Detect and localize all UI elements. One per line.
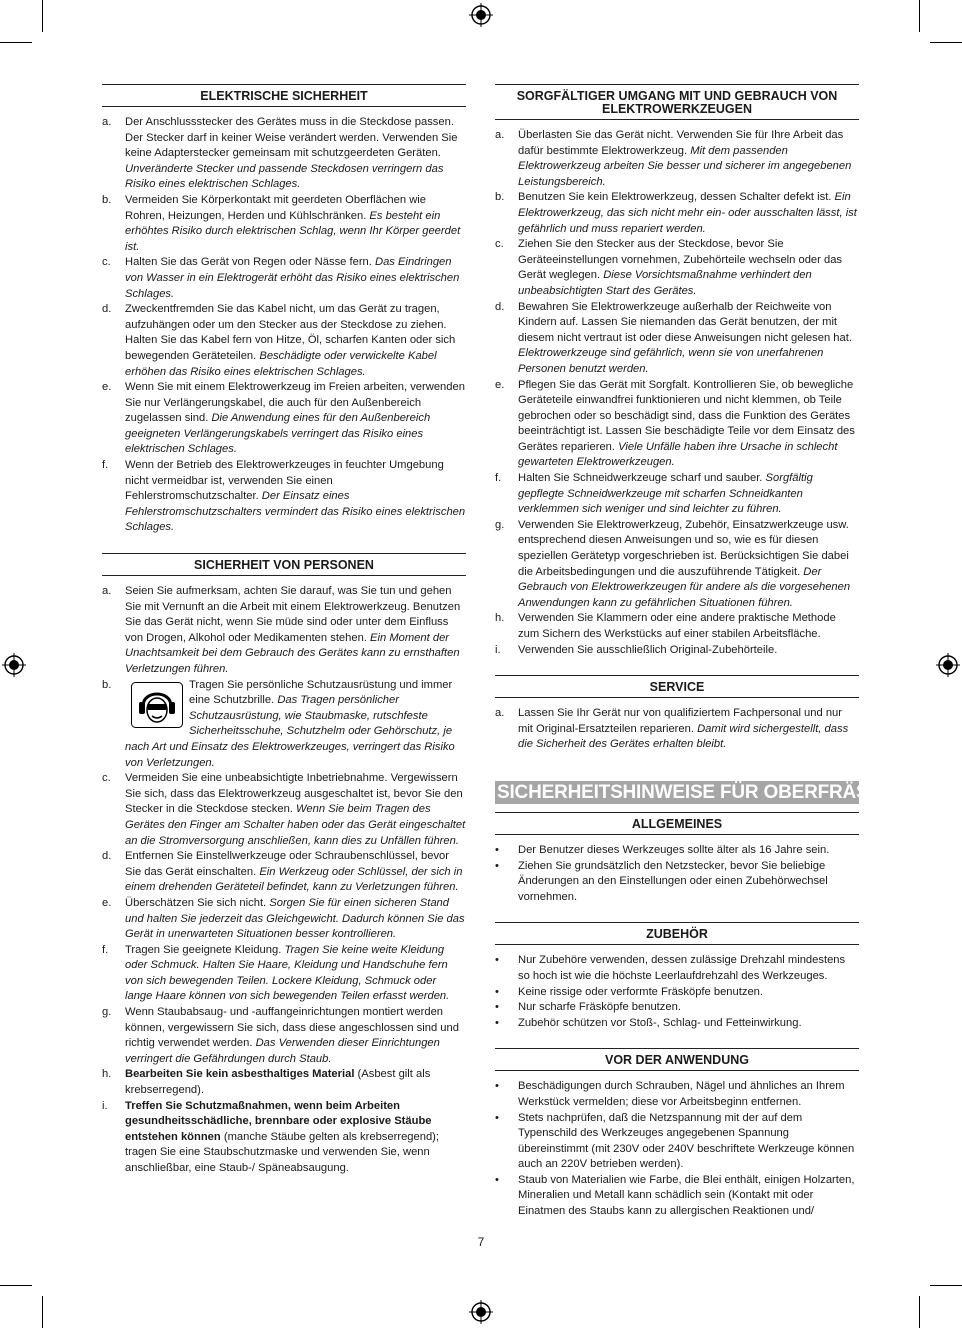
list-item-text xyxy=(125,115,466,193)
left-column xyxy=(102,84,466,1177)
list-item-text xyxy=(125,193,466,255)
crop-mark xyxy=(919,0,920,32)
list-item-note: Der Gebrauch von Elektrowerkzeugen für andere als die vorgesehenen Anwendungen kann zu gefährlichen Situationen führen. xyxy=(518,565,851,609)
list-item-note: Sorgfältig gepflegte Schneidwerkzeuge mit scharfen Schneidkanten verklemmen sich weniger und sind leichter zu führen. xyxy=(518,472,813,516)
list-item xyxy=(495,1111,859,1173)
list-item-label: a. xyxy=(102,116,112,128)
list-item-note: Wenn Sie beim Tragen des Gerätes den Finger am Schalter haben oder das Gerät eingeschaltet an die Stromversorgung anschließen, kann dies zu Unfällen führen. xyxy=(125,803,466,847)
list-item-body: Pflegen Sie das Gerät mit Sorgfalt. Kontrollieren Sie, ob bewegliche Geräteteile einwandfrei funktionieren und nicht klemmen, ob Teile gebrochen oder so beschädigt sind, dass die Funktion des Gerätes beeinträchtigt ist. Lassen Sie beschädigte Teile vor dem Einsatz des Gerätes reparieren. xyxy=(518,378,855,453)
list-item-note: Es besteht ein erhöhtes Risiko durch elektrischen Schlag, wenn Ihr Körper geerdet ist. xyxy=(125,209,461,253)
list-item-label: d. xyxy=(495,300,505,313)
careful-use-list xyxy=(495,128,859,658)
list-item xyxy=(102,1005,466,1067)
list-item xyxy=(102,849,466,896)
list-item-body: Verwenden Sie Elektrowerkzeug, Zubehör, Einsatzwerkzeuge usw. entsprechend diesen Anweisungen und so, wie es für diesen speziellen Gerätetyp vorgeschrieben ist. Berücksichtigen Sie dabei die Arbeitsbedingungen und die auszuführende Tätigkeit. xyxy=(518,518,849,578)
list-item-label: a. xyxy=(102,585,112,598)
list-item xyxy=(102,896,466,943)
list-item-text xyxy=(125,1067,466,1098)
crop-mark xyxy=(0,1285,32,1286)
list-item-label: b. xyxy=(102,678,112,691)
router-safety-banner: SICHERHEITSHINWEISE FÜR OBERFRÄSEN xyxy=(497,781,895,803)
list-item-body: Bewahren Sie Elektrowerkzeuge außerhalb der Reichweite von Kindern auf. Lassen Sie niemanden das Gerät benutzen, der mit diesem nicht vertraut ist oder diese Anweisungen nicht gelesen hat. xyxy=(518,300,852,344)
list-item-text xyxy=(518,471,859,518)
list-item-bold: Bearbeiten Sie kein asbesthaltiges Material xyxy=(125,1068,355,1081)
list-item-body: Zweckentfremden Sie das Kabel nicht, um das Gerät zu tragen, aufzuhängen oder um den Stecker aus der Steckdose zu ziehen. Halten Sie das Kabel fern von Hitze, Öl, scharfen Kanten oder sich bewegenden Geräteteilen. xyxy=(125,303,456,362)
list-item-text xyxy=(125,896,466,943)
section-heading-service: SERVICE xyxy=(495,675,859,698)
section-heading-accessories: ZUBEHÖR xyxy=(495,922,859,945)
crop-mark xyxy=(930,42,962,43)
list-item xyxy=(102,771,466,849)
list-item-body: Entfernen Sie Einstellwerkzeuge oder Schraubenschlüssel, bevor Sie das Gerät einschalten. xyxy=(125,850,450,878)
list-item xyxy=(102,115,466,193)
before-use-list xyxy=(495,1079,859,1219)
list-item-body: Ziehen Sie grundsätzlich den Netzstecker, bevor Sie beliebige Änderungen an den Einstellungen oder einen Zubehörwechsel vornehmen. xyxy=(518,859,828,903)
page-number: 7 xyxy=(477,1235,485,1249)
list-item-body: (Asbest gilt als krebserregend). xyxy=(125,1068,431,1097)
list-item-body: Seien Sie aufmerksam, achten Sie darauf, was Sie tun und gehen Sie mit Vernunft an die Arbeit mit einem Elektrowerkzeug. Benutzen Sie das Gerät nicht, wenn Sie müde sind oder unter dem Einfluss von Drogen, Alkohol oder Medikamenten stehen. xyxy=(125,585,461,644)
list-item-note: Elektrowerkzeuge sind gefährlich, wenn sie von unerfahrenen Personen benutzt werden. xyxy=(518,347,824,375)
list-item-body: Lassen Sie Ihr Gerät nur von qualifiziertem Fachpersonal und nur mit Original-Ersatzteilen reparieren. xyxy=(518,707,842,735)
list-item-label: d. xyxy=(102,303,112,316)
list-item-body: Halten Sie Schneidwerkzeuge scharf und sauber. xyxy=(518,472,763,485)
list-item-text xyxy=(518,128,859,190)
list-item-label: a. xyxy=(495,707,505,720)
right-column xyxy=(495,84,895,1220)
list-item-body: Überlasten Sie das Gerät nicht. Verwenden Sie für Ihre Arbeit das dafür bestimmte Elektrowerkzeug. xyxy=(518,129,844,157)
registration-mark-icon xyxy=(469,1300,493,1324)
list-item-label: • xyxy=(495,859,499,872)
list-item-label: f. xyxy=(495,472,502,485)
list-item-body: Nur Zubehöre verwenden, dessen zulässige Drehzahl mindestens so hoch ist wie die höchste Leerlaufdrehzahl des Werkzeuges. xyxy=(518,954,846,982)
list-item-label: a. xyxy=(495,129,505,141)
list-item-label: • xyxy=(495,1001,499,1014)
list-item-body: Der Anschlussstecker des Gerätes muss in die Steckdose passen. Der Stecker darf in keiner Weise verändert werden. Verwenden Sie keine Adapterstecker gemeinsam mit schutzgeerdeten Geräten. xyxy=(125,116,458,160)
registration-mark-icon xyxy=(469,3,493,27)
list-item-body: Zubehör schützen vor Stoß-, Schlag- und Fetteinwirkung. xyxy=(518,1016,802,1029)
personal-safety-list xyxy=(102,584,466,1177)
list-item-note: Mit dem passenden Elektrowerkzeug arbeiten Sie besser und sicherer im angegebenen Leistungsbereich. xyxy=(518,144,852,188)
list-item-body: Ziehen Sie den Stecker aus der Steckdose, bevor Sie Geräteeinstellungen vornehmen, Zubehörteile wechseln oder das Gerät weglegen. xyxy=(518,238,843,282)
list-item xyxy=(495,985,859,1001)
list-item xyxy=(495,300,859,378)
list-item-label: • xyxy=(495,1080,499,1093)
list-item xyxy=(102,943,466,1005)
list-item-body: Wenn Sie mit einem Elektrowerkzeug im Freien arbeiten, verwenden Sie nur Verlängerungskabel, die auch für den Außenbereich zugelassen sind. xyxy=(125,381,465,425)
list-item xyxy=(495,190,859,237)
list-item-label: c. xyxy=(495,238,504,251)
list-item-body: Verwenden Sie ausschließlich Original-Zubehörteile. xyxy=(518,643,778,656)
general-list xyxy=(495,843,859,905)
list-item-label: • xyxy=(495,843,499,856)
list-item-text xyxy=(518,859,859,906)
list-item-body: Verwenden Sie Klammern oder eine andere praktische Methode zum Sichern des Werkstücks auf einer stabilen Arbeitsfläche. xyxy=(518,612,836,640)
section-heading-personal-safety: SICHERHEIT VON PERSONEN xyxy=(102,553,466,576)
list-item xyxy=(495,706,859,753)
list-item-bold: Treffen Sie Schutzmaßnahmen, wenn beim Arbeiten gesundheitsschädliche, brennbare oder explosive Stäube entstehen können xyxy=(125,1099,432,1143)
list-item xyxy=(495,237,859,299)
list-item-label: c. xyxy=(102,256,111,269)
list-item-label: • xyxy=(495,1173,499,1186)
crop-mark xyxy=(919,1296,920,1328)
list-item-label: g. xyxy=(495,518,505,531)
list-item-note: Diese Vorsichtsmaßnahme verhindert den unbeabsichtigten Start des Gerätes. xyxy=(518,269,812,297)
list-item-text xyxy=(125,255,466,302)
list-item xyxy=(495,1000,859,1016)
list-item-text xyxy=(518,1111,859,1173)
list-item-text xyxy=(125,458,466,536)
list-item-text xyxy=(518,1079,859,1110)
list-item-text xyxy=(518,643,859,659)
list-item-note: Ein Werkzeug oder Schlüssel, der sich in einem drehenden Geräteteil befindet, kann zu Verletzungen führen. xyxy=(125,865,463,894)
list-item-label: d. xyxy=(102,850,112,863)
list-item-body: Staub von Materialien wie Farbe, die Blei enthält, einigen Holzarten, Mineralien und Metall kann schädlich sein (Kontakt mit oder Einatmen des Staubs kann zu allergischen Reaktionen und/ xyxy=(518,1173,855,1218)
list-item xyxy=(495,518,859,612)
list-item-body: Vermeiden Sie Körperkontakt mit geerdeten Oberflächen wie Rohren, Heizungen, Herden und Kühlschränken. xyxy=(125,193,426,222)
list-item-note: Viele Unfälle haben ihre Ursache in schlecht gewarteten Elektrowerkzeugen. xyxy=(518,440,838,469)
list-item-text xyxy=(518,611,859,642)
list-item-label: e. xyxy=(102,896,112,909)
section-heading-general: ALLGEMEINES xyxy=(495,812,859,835)
list-item xyxy=(495,643,859,659)
list-item-text xyxy=(518,190,859,237)
list-item-note: Der Einsatz eines Fehlerstromschutzschalters vermindert das Risiko eines elektrischen Schlages. xyxy=(125,490,466,534)
registration-mark-icon xyxy=(936,653,960,677)
list-item xyxy=(102,255,466,302)
list-item xyxy=(495,378,859,472)
electrical-safety-list xyxy=(102,115,466,536)
section-heading-careful-use: SORGFÄLTIGER UMGANG MIT UND GEBRAUCH VON ELEKTROWERKZEUGEN xyxy=(495,84,859,120)
list-item xyxy=(102,1067,466,1098)
list-item-text xyxy=(518,953,859,984)
list-item-body: Tragen Sie persönliche Schutzausrüstung und immer eine Schutzbrille. xyxy=(189,678,453,707)
list-item xyxy=(102,1099,466,1177)
list-item-label: • xyxy=(495,985,499,998)
list-item-text xyxy=(518,378,859,472)
list-item-note: Beschädigte oder verwickelte Kabel erhöhen das Risiko eines elektrischen Schlages. xyxy=(125,349,437,378)
list-item xyxy=(495,128,859,190)
list-item-body: Tragen Sie geeignete Kleidung. xyxy=(125,943,282,956)
list-item-label: c. xyxy=(102,772,111,785)
list-item-label: e. xyxy=(102,381,112,394)
service-list xyxy=(495,706,859,753)
list-item xyxy=(495,843,859,859)
section-heading-electrical-safety: ELEKTRISCHE SICHERHEIT xyxy=(102,84,466,107)
list-item xyxy=(102,380,466,458)
list-item xyxy=(495,859,859,906)
list-item-body: Nur scharfe Fräsköpfe benutzen. xyxy=(518,1001,681,1014)
list-item xyxy=(102,584,466,678)
list-item-body: Benutzen Sie kein Elektrowerkzeug, dessen Schalter defekt ist. xyxy=(518,191,832,204)
list-item xyxy=(495,1016,859,1032)
accessories-list xyxy=(495,953,859,1031)
list-item-text xyxy=(125,380,466,458)
list-item-body: Keine rissige oder verformte Fräsköpfe benutzen. xyxy=(518,985,764,998)
list-item-text xyxy=(125,302,466,380)
list-item-note: Das Eindringen von Wasser in ein Elektrogerät erhöht das Risiko eines elektrischen Schlages. xyxy=(125,256,460,300)
list-item-text xyxy=(518,706,859,753)
list-item-note: Sorgen Sie für einen sicheren Stand und halten Sie jederzeit das Gleichgewicht. Dadurch können Sie das Gerät in unerwarteten Situationen besser kontrollieren. xyxy=(125,896,465,941)
list-item-body: Vermeiden Sie eine unbeabsichtigte Inbetriebnahme. Vergewissern Sie sich, dass das Elektrowerkzeug ausgeschaltet ist, bevor Sie den Stecker in die Steckdose stecken. xyxy=(125,772,463,816)
list-item-text xyxy=(518,985,859,1001)
list-item xyxy=(495,1079,859,1110)
list-item-body: Stets nachprüfen, daß die Netzspannung mit der auf dem Typenschild des Werkzeuges angegebenen Spannung übereinstimmt (mit 230V oder 240V beschriftete Werkzeuge können auch an 220V betrieben werden). xyxy=(518,1111,855,1171)
crop-mark xyxy=(0,42,32,43)
list-item-body: Überschätzen Sie sich nicht. xyxy=(125,896,267,909)
list-item-text xyxy=(125,771,466,849)
list-item-note: Ein Moment der Unachtsamkeit bei dem Gebrauch des Gerätes kann zu ernsthaften Verletzungen führen. xyxy=(125,631,460,675)
list-item-text xyxy=(125,678,466,772)
crop-mark xyxy=(930,1285,962,1286)
list-item-note: Tragen Sie keine weite Kleidung oder Schmuck. Halten Sie Haare, Kleidung und Handschuhe fern von sich bewegenden Teilen. Lockere Kleidung, Schmuck oder lange Haare können von sich bewegenden Teilen erfasst werden. xyxy=(125,943,450,1003)
list-item-text xyxy=(518,1000,859,1016)
list-item-note: Ein Elektrowerkzeug, das sich nicht mehr ein- oder ausschalten lässt, ist gefährlich und muss repariert werden. xyxy=(518,191,857,235)
list-item xyxy=(495,1173,859,1220)
crop-mark xyxy=(42,0,43,32)
list-item-text xyxy=(125,1099,466,1177)
list-item-note: Das Verwenden dieser Einrichtungen verringert die Gefährdungen durch Staub. xyxy=(125,1037,440,1065)
list-item-text xyxy=(518,300,859,378)
list-item-text xyxy=(518,237,859,299)
list-item-text xyxy=(125,943,466,1005)
list-item-note: Unveränderte Stecker und passende Steckdosen verringern das Risiko eines elektrischen Schlages. xyxy=(125,162,444,191)
crop-mark xyxy=(42,1296,43,1328)
list-item xyxy=(102,302,466,380)
list-item-text xyxy=(125,584,466,678)
list-item-body: Der Benutzer dieses Werkzeuges sollte älter als 16 Jahre sein. xyxy=(518,843,830,856)
list-item-text xyxy=(125,849,466,896)
list-item xyxy=(102,458,466,536)
list-item-label: i. xyxy=(102,1099,108,1112)
list-item-label: h. xyxy=(495,612,505,625)
list-item-label: • xyxy=(495,1016,499,1029)
list-item-label: e. xyxy=(495,378,505,391)
list-item-label: f. xyxy=(102,943,109,956)
list-item-text xyxy=(518,518,859,612)
list-item-label: h. xyxy=(102,1068,112,1081)
list-item-label: • xyxy=(495,1111,499,1124)
list-item-label: i. xyxy=(495,643,501,656)
list-item-body: Halten Sie das Gerät von Regen oder Nässe fern. xyxy=(125,256,372,269)
list-item-text xyxy=(518,1016,859,1032)
list-item-note: Damit wird sichergestellt, dass die Sicherheit des Gerätes erhalten bleibt. xyxy=(518,722,849,751)
registration-mark-icon xyxy=(2,653,26,677)
list-item-body: (manche Stäube gelten als krebserregend); tragen Sie eine Staubschutzmaske und verwenden Sie, wenn anschließbar, eine Staub-/ Späneabsaugung. xyxy=(125,1130,440,1174)
list-item xyxy=(495,611,859,642)
list-item xyxy=(495,471,859,518)
list-item-text xyxy=(518,843,859,859)
list-item-note: Das Tragen persönlicher Schutzausrüstung, wie Staubmaske, rutschfeste Sicherheitsschuhe, Schutzhelm oder Gehörschutz, je nach Art und Einsatz des Elektrowerkzeuges, verringert das Risiko von Verletzungen. xyxy=(125,694,455,769)
list-item-label: g. xyxy=(102,1006,112,1019)
list-item-label: b. xyxy=(102,193,112,206)
list-item-text xyxy=(125,1005,466,1067)
list-item-label: f. xyxy=(102,459,109,472)
list-item-body: Wenn der Betrieb des Elektrowerkzeuges in feuchter Umgebung nicht vermeidbar ist, verwenden Sie einen Fehlerstromschutzschalter. xyxy=(125,459,444,503)
list-item-body: Beschädigungen durch Schrauben, Nägel und ähnliches an Ihrem Werkstück vermelden; diese vor Arbeitsbeginn entfernen. xyxy=(518,1080,845,1108)
list-item xyxy=(102,678,466,772)
list-item-body: Wenn Staubabsaug- und -auffangeinrichtungen montiert werden können, vergewissern Sie sich, dass diese angeschlossen sind und richtig verwendet werden. xyxy=(125,1006,459,1050)
safety-goggles-ear-protection-icon xyxy=(131,682,183,728)
section-heading-before-use: VOR DER ANWENDUNG xyxy=(495,1048,859,1071)
list-item xyxy=(495,953,859,984)
list-item-text xyxy=(518,1173,859,1220)
list-item-label: b. xyxy=(495,191,505,204)
list-item-label: • xyxy=(495,954,499,967)
list-item-note: Die Anwendung eines für den Außenbereich geeigneten Verlängerungskabels verringert das Risiko eines elektrischen Schlages. xyxy=(125,412,431,456)
list-item xyxy=(102,193,466,255)
